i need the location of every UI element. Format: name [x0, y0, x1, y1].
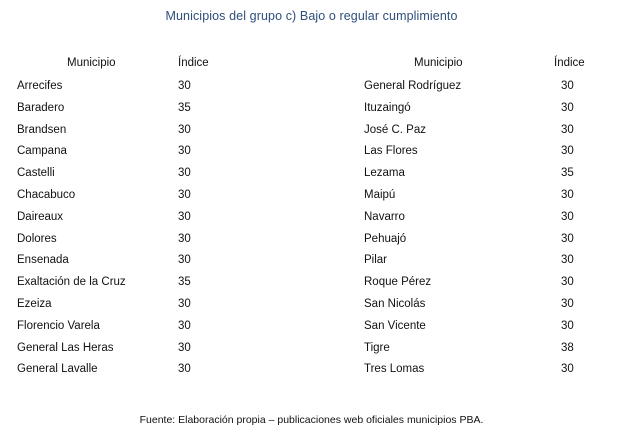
indice-left-cell: 30 [178, 167, 191, 180]
column-spacer [274, 141, 364, 163]
indice-right-cell: 30 [561, 232, 574, 245]
column-spacer [274, 98, 364, 120]
table-row [17, 359, 607, 381]
table-row [17, 76, 607, 98]
column-spacer [274, 316, 364, 338]
indice-left-cell: 30 [178, 363, 191, 376]
municipio-right-cell: General Rodríguez [364, 80, 462, 92]
column-spacer [274, 272, 364, 294]
municipio-left-cell: Exaltación de la Cruz [17, 276, 126, 289]
municipio-left-cell: Dolores [17, 232, 57, 245]
indice-right-cell: 30 [561, 188, 574, 201]
table-body [17, 76, 607, 381]
municipio-right-cell: Roque Pérez [364, 276, 432, 289]
municipio-right-cell: Pilar [364, 254, 388, 267]
municipio-left-cell: Brandsen [17, 123, 67, 136]
column-spacer [274, 120, 364, 142]
indice-left-cell: 30 [178, 80, 191, 92]
indice-right-cell: 30 [561, 254, 574, 267]
municipio-right-cell: Ituzaingó [364, 101, 411, 114]
document-title: Municipios del grupo c) Bajo o regular cumplimiento [165, 9, 458, 23]
municipio-left-cell: General Las Heras [17, 341, 114, 354]
indice-right-cell: 30 [561, 101, 574, 114]
column-spacer [274, 51, 364, 76]
indice-right-cell: 30 [561, 276, 574, 289]
table-row [17, 272, 607, 294]
municipio-left-cell: General Lavalle [17, 363, 98, 376]
indice-left-cell: 30 [178, 145, 191, 158]
column-spacer [274, 250, 364, 272]
indice-left-cell: 30 [178, 319, 191, 332]
indice-left-cell: 30 [178, 341, 191, 354]
indice-right-cell: 30 [561, 145, 574, 158]
municipio-left-cell: Ezeiza [17, 297, 52, 310]
column-spacer [274, 229, 364, 251]
indice-left-cell: 30 [178, 232, 191, 245]
table-row [17, 338, 607, 360]
municipio-right-cell: Las Flores [364, 145, 418, 158]
table-row [17, 229, 607, 251]
municipio-left-cell: Florencio Varela [17, 319, 100, 332]
table-row [17, 120, 607, 142]
municipio-right-cell: Lezama [364, 167, 405, 180]
indice-right-cell: 30 [561, 319, 574, 332]
column-spacer [274, 294, 364, 316]
table-row [17, 141, 607, 163]
column-spacer [274, 163, 364, 185]
municipio-right-cell: Tigre [364, 341, 390, 354]
table-row [17, 163, 607, 185]
municipio-right-cell: San Vicente [364, 319, 426, 332]
municipio-right-cell: Maipú [364, 188, 396, 201]
indice-left-cell: 30 [178, 188, 191, 201]
municipio-right-cell: Navarro [364, 210, 405, 223]
table-row [17, 316, 607, 338]
column-spacer [274, 359, 364, 381]
indice-left-cell: 30 [178, 123, 191, 136]
municipio-right-cell: José C. Paz [364, 123, 426, 136]
indice-left-cell: 35 [178, 101, 191, 114]
table-row [17, 250, 607, 272]
table-row [17, 185, 607, 207]
municipios-table [17, 51, 607, 381]
municipio-left-cell: Ensenada [17, 254, 69, 267]
table-row [17, 294, 607, 316]
column-spacer [274, 338, 364, 360]
municipio-left-cell: Arrecifes [17, 80, 63, 92]
source-footnote: Fuente: Elaboración propia – publicaciones web oficiales municipios PBA. [139, 414, 484, 426]
header-indice-right: Índice [554, 57, 585, 69]
table-header [17, 51, 607, 76]
indice-left-cell: 35 [178, 276, 191, 289]
table-row [17, 98, 607, 120]
column-spacer [274, 207, 364, 229]
header-row [17, 51, 607, 76]
municipio-right-cell: Tres Lomas [364, 363, 425, 376]
indice-right-cell: 30 [561, 363, 574, 376]
header-municipio-right: Municipio [414, 57, 463, 69]
header-indice-left: Índice [178, 57, 209, 69]
indice-right-cell: 30 [561, 80, 574, 92]
column-spacer [274, 76, 364, 98]
municipio-left-cell: Campana [17, 145, 67, 158]
indice-right-cell: 30 [561, 123, 574, 136]
municipio-left-cell: Chacabuco [17, 188, 76, 201]
municipio-left-cell: Daireaux [17, 210, 64, 223]
indice-left-cell: 30 [178, 254, 191, 267]
column-spacer [274, 185, 364, 207]
indice-right-cell: 38 [561, 341, 574, 354]
table-row [17, 207, 607, 229]
indice-right-cell: 30 [561, 297, 574, 310]
indice-left-cell: 30 [178, 297, 191, 310]
municipio-right-cell: San Nicolás [364, 297, 426, 310]
indice-right-cell: 30 [561, 210, 574, 223]
municipio-left-cell: Baradero [17, 101, 65, 114]
municipio-right-cell: Pehuajó [364, 232, 407, 245]
municipio-left-cell: Castelli [17, 167, 55, 180]
indice-left-cell: 30 [178, 210, 191, 223]
indice-right-cell: 35 [561, 167, 574, 180]
header-municipio-left: Municipio [67, 57, 116, 69]
